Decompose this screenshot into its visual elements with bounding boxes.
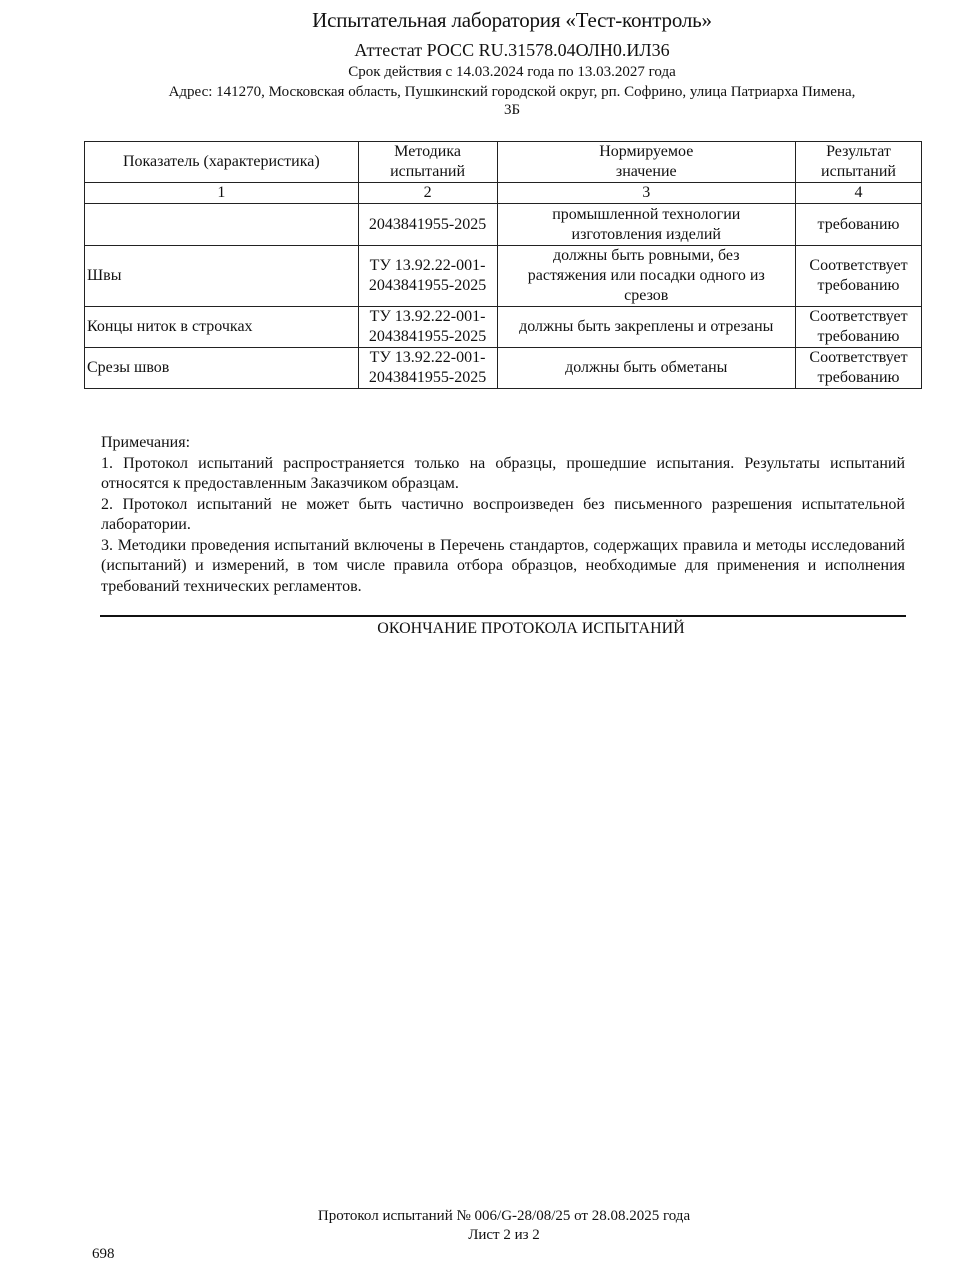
cell-norm	[497, 246, 796, 307]
divider	[100, 615, 906, 617]
attestat-number: Аттестат РОСС RU.31578.04ОЛН0.ИЛ36	[354, 40, 670, 60]
header-result	[796, 142, 922, 183]
column-number: 3	[497, 183, 796, 204]
cell-result	[796, 246, 922, 307]
cell-line: растяжения или посадки одного из	[527, 267, 765, 284]
cell-line: ТУ 13.92.22-001-	[369, 257, 486, 274]
column-number-row	[85, 183, 922, 204]
cell-norm	[497, 348, 796, 389]
cell-line: 2043841955-2025	[368, 215, 487, 233]
cell-indicator: Швы	[85, 246, 359, 307]
cell-line: промышленной технологии	[552, 205, 741, 223]
cell-result	[796, 348, 922, 389]
cell-line: Соответствует	[809, 257, 908, 274]
header-method-line: Методика	[394, 143, 461, 160]
cell-line: ТУ 13.92.22-001-	[369, 308, 486, 325]
cell-line: ТУ 13.92.22-001-	[369, 349, 486, 366]
cell-line: должны быть обметаны	[565, 359, 728, 376]
header-method	[358, 142, 497, 183]
cell-line: 2043841955-2025	[368, 369, 487, 386]
cell-norm	[497, 307, 796, 348]
cell-line: требованию	[817, 328, 900, 345]
address-line-1: Адрес: 141270, Московская область, Пушкинский городской округ, рп. Софрино, улица Патриарха Пимена,	[168, 84, 856, 100]
column-number: 1	[85, 183, 359, 204]
header-norm-line: значение	[615, 163, 677, 180]
header-method-line: испытаний	[390, 163, 466, 180]
cell-line: должны быть ровными, без	[552, 247, 740, 264]
header-norm-line: Нормируемое	[599, 143, 694, 160]
cell-result	[796, 204, 922, 246]
address-line-2: 3Б	[503, 102, 521, 118]
lab-title: Испытательная лаборатория «Тест-контроль»	[312, 8, 712, 32]
column-number: 4	[796, 183, 922, 204]
cell-indicator: Концы ниток в строчках	[85, 307, 359, 348]
notes-section	[101, 433, 905, 597]
table-row	[85, 246, 922, 307]
footer-protocol-number: Протокол испытаний № 006/G-28/08/25 от 28.08.2025 года	[317, 1208, 691, 1224]
cell-method	[358, 204, 497, 246]
cell-norm	[497, 204, 796, 246]
cell-method	[358, 348, 497, 389]
cell-line: требованию	[817, 277, 900, 294]
cell-line: Соответствует	[809, 308, 908, 325]
footer-sheet: Лист 2 из 2	[468, 1227, 540, 1243]
cell-line: 2043841955-2025	[368, 328, 487, 345]
cell-line: срезов	[624, 287, 669, 304]
cell-indicator	[85, 204, 359, 246]
cell-method	[358, 307, 497, 348]
header-result-line: Результат	[826, 143, 891, 160]
table-header-row	[85, 142, 922, 183]
page-number: 698	[92, 1246, 115, 1262]
table-row	[85, 204, 922, 246]
validity-period: Срок действия с 14.03.2024 года по 13.03.2027 года	[348, 64, 676, 80]
cell-line: изготовления изделий	[571, 225, 721, 243]
cell-line: должны быть закреплены и отрезаны	[519, 318, 774, 335]
results-table	[84, 141, 922, 389]
header-norm	[497, 142, 796, 183]
cell-line: Соответствует	[809, 349, 908, 366]
cell-result	[796, 307, 922, 348]
header-result-line: испытаний	[821, 163, 896, 180]
cell-line: требованию	[817, 369, 900, 386]
note-item: 1. Протокол испытаний распространяется только на образцы, прошедшие испытания. Результаты испытаний относятся к предоставленным Заказчиком образцам.	[101, 454, 905, 492]
cell-indicator: Срезы швов	[85, 348, 359, 389]
header-indicator: Показатель (характеристика)	[85, 142, 359, 183]
end-of-protocol: ОКОНЧАНИЕ ПРОТОКОЛА ИСПЫТАНИЙ	[377, 620, 685, 637]
column-number: 2	[358, 183, 497, 204]
cell-line: 2043841955-2025	[368, 277, 487, 294]
cell-method	[358, 246, 497, 307]
notes-title: Примечания:	[101, 434, 191, 451]
table-row	[85, 348, 922, 389]
table-row	[85, 307, 922, 348]
note-item: 3. Методики проведения испытаний включены в Перечень стандартов, содержащих правила и методы исследований (испытаний) и измерений, в том числе правила отбора образцов, необходимые для применения и исполнения требований технических регламентов.	[101, 536, 905, 595]
note-item: 2. Протокол испытаний не может быть частично воспроизведен без письменного разрешения испытательной лаборатории.	[101, 495, 905, 533]
cell-line: требованию	[817, 215, 900, 233]
